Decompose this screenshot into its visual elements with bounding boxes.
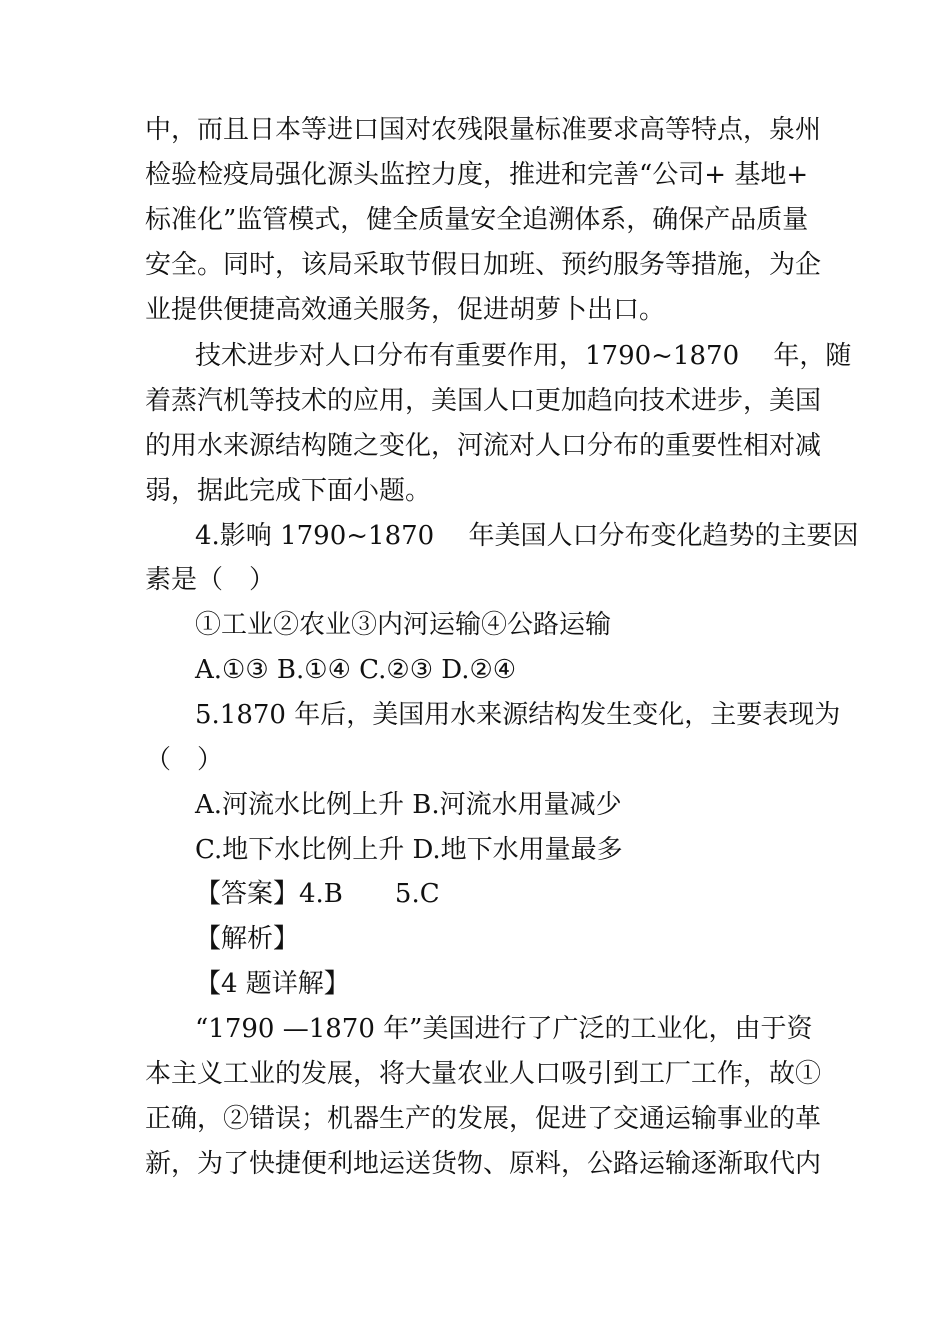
paragraph-line: 的用水来源结构随之变化，河流对人口分布的重要性相对减 — [145, 431, 822, 461]
question-5-options-ab: A.河流水比例上升 B.河流水用量减少 — [195, 790, 622, 820]
answer-heading: 【答案】4.B 5.C — [195, 879, 440, 909]
question-4-items: ①工业②农业③内河运输④公路运输 — [195, 610, 612, 640]
question-4-stem-cont: 素是（ ） — [145, 565, 276, 595]
explanation-line: 新，为了快捷便利地运送货物、原料，公路运输逐渐取代内 — [145, 1149, 822, 1179]
paragraph-line: 安全。同时，该局采取节假日加班、预约服务等措施，为企 — [145, 250, 822, 280]
paragraph-line: 检验检疫局强化源头监控力度，推进和完善“公司+ 基地+ — [145, 160, 809, 190]
question-5-options-cd: C.地下水比例上升 D.地下水用量最多 — [195, 835, 623, 865]
paragraph-line: 弱，据此完成下面小题。 — [145, 476, 432, 506]
question-4-stem: 4.影响 1790~1870 年美国人口分布变化趋势的主要因 — [195, 521, 859, 551]
paragraph-line: 中，而且日本等进口国对农残限量标准要求高等特点，泉州 — [145, 115, 822, 145]
explanation-line: 本主义工业的发展，将大量农业人口吸引到工厂工作，故① — [145, 1059, 822, 1089]
paragraph-line: 着蒸汽机等技术的应用，美国人口更加趋向技术进步，美国 — [145, 386, 822, 416]
question-5-stem: 5.1870 年后，美国用水来源结构发生变化，主要表现为 — [195, 700, 841, 730]
analysis-heading: 【解析】 — [195, 924, 300, 954]
paragraph-line: 技术进步对人口分布有重要作用，1790~1870 年，随 — [195, 341, 852, 371]
explanation-line: “1790 —1870 年”美国进行了广泛的工业化，由于资 — [195, 1014, 813, 1044]
question-4-explanation-heading: 【4 题详解】 — [195, 969, 350, 999]
explanation-line: 正确，②错误；机器生产的发展，促进了交通运输事业的革 — [145, 1104, 822, 1134]
paragraph-line: 标准化”监管模式，健全质量安全追溯体系，确保产品质量 — [145, 205, 809, 235]
question-4-options: A.①③ B.①④ C.②③ D.②④ — [195, 655, 517, 685]
paragraph-line: 业提供便捷高效通关服务，促进胡萝卜出口。 — [145, 295, 666, 325]
question-5-stem-cont: （ ） — [145, 745, 224, 775]
